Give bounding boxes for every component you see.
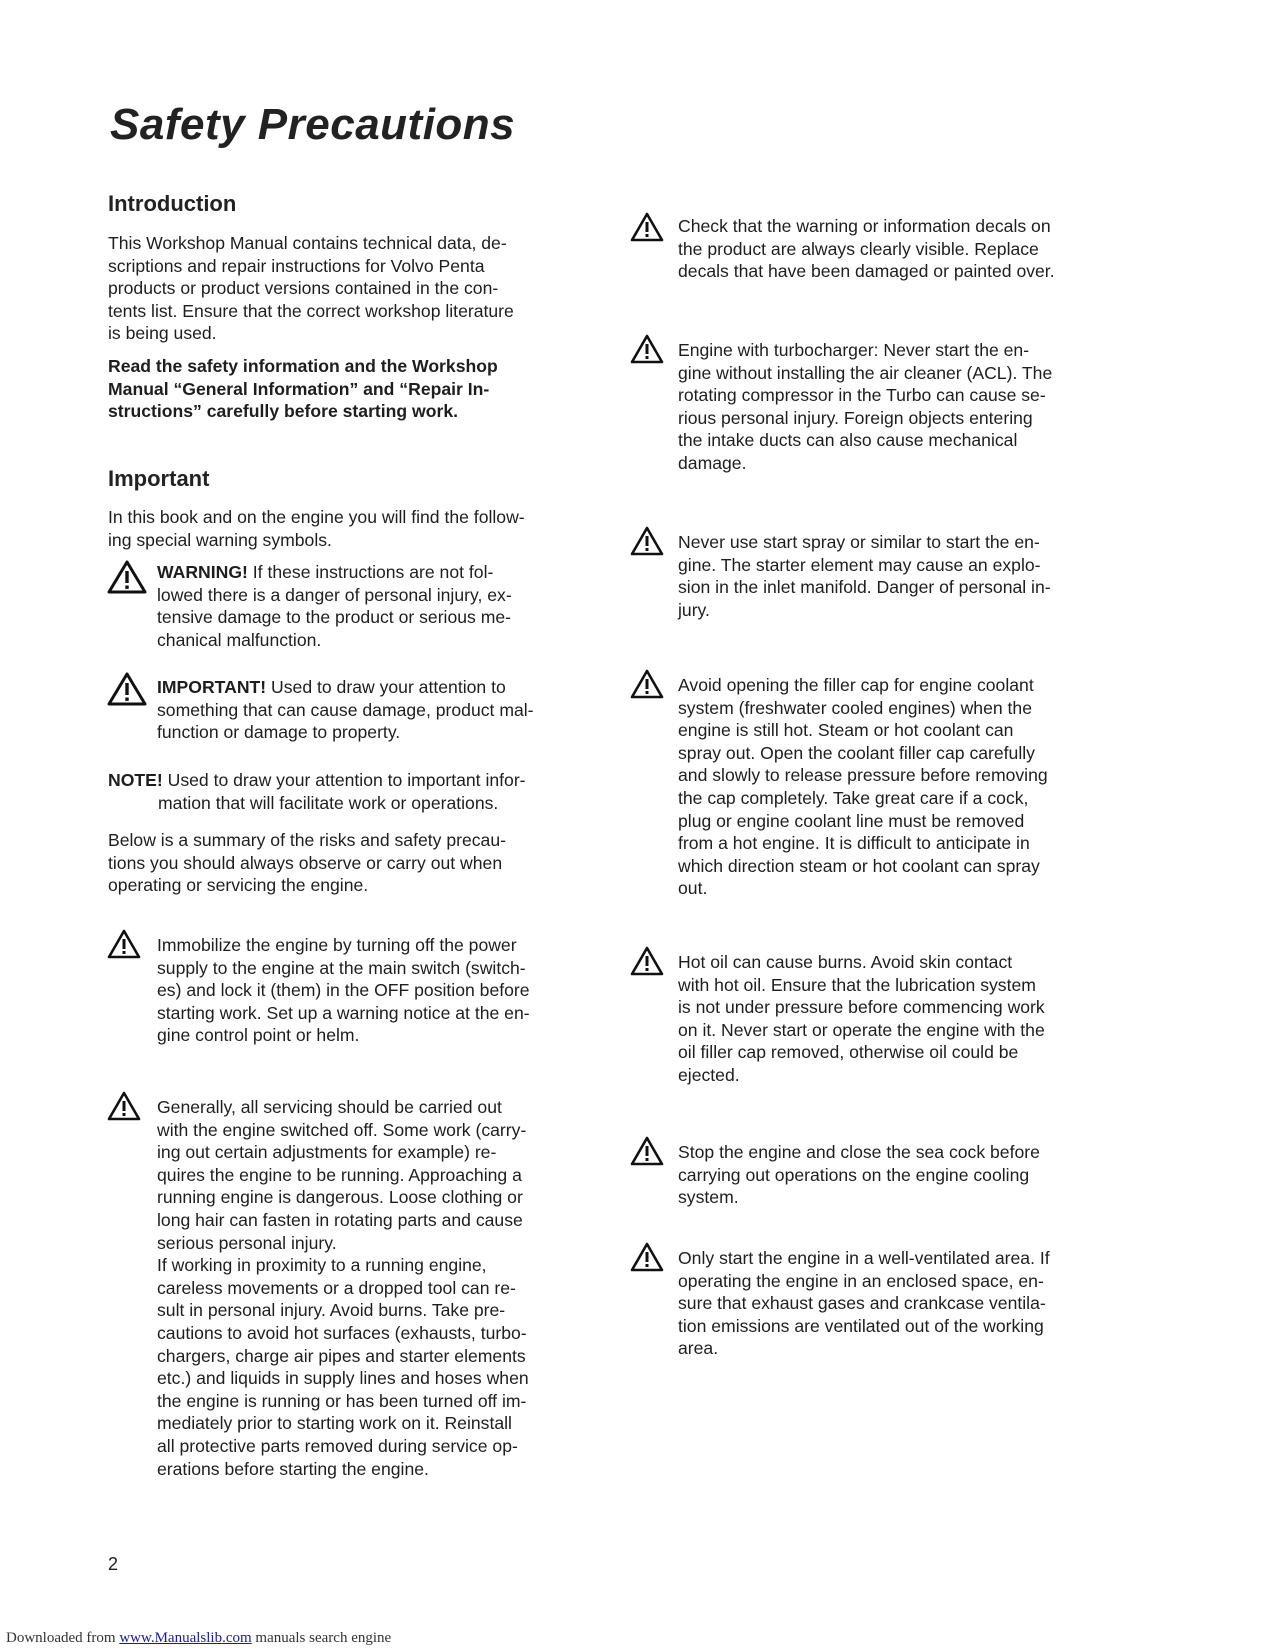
left-warning-1: Immobilize the engine by turning off the power supply to the engine at the main switch (switch- es) and lock it (them) in the OFF position before starting work. Set up a warning notice at the en- gine control point or helm.: [157, 935, 530, 1046]
right-warning-2: Engine with turbocharger: Never start the en- gine without installing the air cleaner (ACL). The rotating compressor in the Turbo can cause se- rious personal injury. Foreign objects entering the intake ducts can also cause mechanical damage.: [678, 340, 1053, 473]
important-label: IMPORTANT!: [157, 677, 267, 697]
warning-triangle-icon: [630, 526, 664, 556]
left-warning-2: Generally, all servicing should be carried out with the engine switched off. Some work (carry- ing out certain adjustments for example) re- quires the engine to be running. Approaching a running engine is dangerous. Loose clothing or long hair can fasten in rotating parts and cause serious personal injury. If working in proximity to a running engine, careless movements or a dropped tool can re- sult in personal injury. Avoid burns. Take pre- cautions to avoid hot surfaces (exhausts, turbo- chargers, charge air pipes and starter elements etc.) and liquids in supply lines and hoses when the engine is running or has been turned off im- mediately prior to starting work on it. Reinstall all protective parts removed during service op- erations before starting the engine.: [157, 1097, 529, 1479]
warning-triangle-icon: [107, 929, 141, 959]
warning-definition: [157, 561, 587, 651]
warning-triangle-icon: [630, 1136, 664, 1166]
warning-definition-text: If these instructions are not fol- lowed there is a danger of personal injury, ex- tensive damage to the product or serious me- chanical malfunction.: [157, 562, 512, 650]
download-footer: [6, 1630, 391, 1647]
footer-prefix: Downloaded from: [6, 1630, 120, 1646]
right-warning-3: Never use start spray or similar to start the en- gine. The starter element may cause an explo- sion in the inlet manifold. Danger of personal in- jury.: [678, 532, 1051, 620]
warning-triangle-icon: [630, 1242, 664, 1272]
warning-triangle-icon: [107, 1091, 141, 1121]
right-warning-6: Stop the engine and close the sea cock before carrying out operations on the engine cooling system.: [678, 1142, 1040, 1208]
important-body: In this book and on the engine you will find the follow- ing special warning symbols.: [108, 507, 525, 550]
note-label: NOTE!: [108, 770, 163, 790]
right-warning-7: Only start the engine in a well-ventilated area. If operating the engine in an enclosed space, en- sure that exhaust gases and crankcase ventila- tion emissions are ventilated out of the working area.: [678, 1248, 1050, 1359]
introduction-body: This Workshop Manual contains technical data, de- scriptions and repair instructions for Volvo Penta products or product versions contained in the con- tents list. Ensure that the correct workshop literature is being used.: [108, 233, 514, 344]
warning-triangle-icon: [630, 669, 664, 699]
page-number: 2: [108, 1554, 119, 1574]
warning-triangle-icon: [630, 334, 664, 364]
warning-label: WARNING!: [157, 562, 248, 582]
right-warning-5: Hot oil can cause burns. Avoid skin contact with hot oil. Ensure that the lubrication system is not under pressure before commencing work on it. Never start or operate the engine with the oil filler cap removed, otherwise oil could be ejected.: [678, 952, 1045, 1085]
warning-triangle-icon: [107, 560, 147, 594]
important-definition: [157, 676, 587, 744]
summary-text: Below is a summary of the risks and safety precau- tions you should always observe or carry out when operating or servicing the engine.: [108, 830, 506, 896]
page-title: Safety Precautions: [110, 100, 516, 149]
important-definition-text: Used to draw your attention to something that can cause damage, product mal- function or damage to property.: [157, 677, 534, 743]
introduction-bold-note: Read the safety information and the Workshop Manual “General Information” and “Repair In- structions” carefully before starting work.: [108, 356, 498, 422]
introduction-heading: Introduction: [108, 191, 237, 216]
important-heading: Important: [108, 466, 210, 491]
warning-triangle-icon: [630, 212, 664, 242]
note-definition: [108, 769, 638, 814]
right-warning-4: Avoid opening the filler cap for engine coolant system (freshwater cooled engines) when the engine is still hot. Steam or hot coolant can spray out. Open the coolant filler cap carefully and slowly to release pressure before removing the cap completely. Take great care if a cock, plug or engine coolant line must be removed from a hot engine. It is difficult to anticipate in which direction steam or hot coolant can spray out.: [678, 675, 1048, 899]
warning-triangle-icon: [107, 672, 147, 706]
manualslib-link[interactable]: www.Manualslib.com: [119, 1630, 252, 1646]
note-definition-text: Used to draw your attention to important infor- mation that will facilitate work or operations.: [158, 770, 526, 813]
right-warning-1: Check that the warning or information decals on the product are always clearly visible. Replace decals that have been damaged or painted over.: [678, 216, 1055, 282]
footer-suffix: manuals search engine: [251, 1630, 392, 1646]
warning-triangle-icon: [630, 946, 664, 976]
